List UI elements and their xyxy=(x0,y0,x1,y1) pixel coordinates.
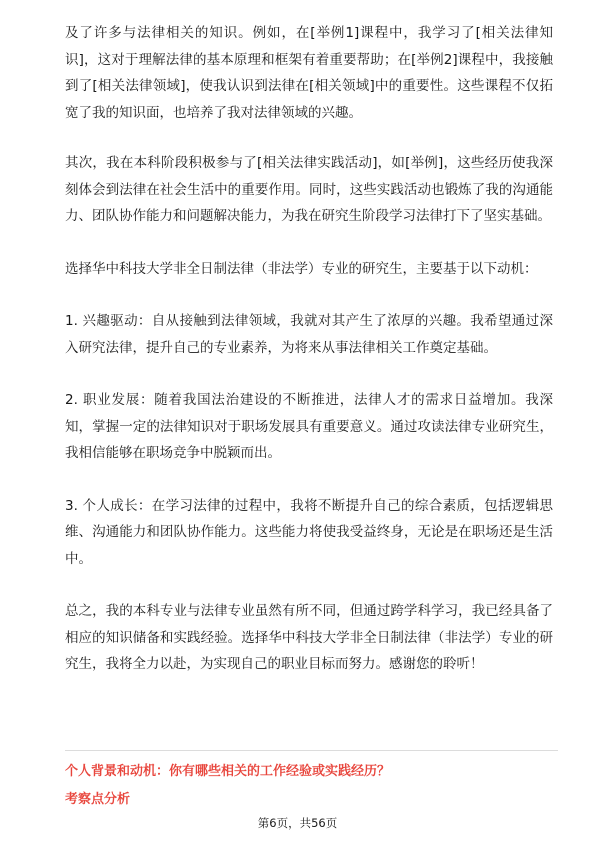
analysis-subheading: 考察点分析 xyxy=(65,792,131,807)
paragraph-motivation-interest: 1. 兴趣驱动：自从接触到法律领域，我就对其产生了浓厚的兴趣。我希望通过深入研究法律，提升自己的专业素养，为将来从事法律相关工作奠定基础。 xyxy=(65,313,553,356)
paragraph-practice-activities: 其次，我在本科阶段积极参与了[相关法律实践活动]，如[举例]，这些经历使我深刻体会到法律在社会生活中的重要作用。同时，这些实践活动也锻炼了我的沟通能力、团队协作能力和问题解决能力，为我在研究生阶段学习法律打下了坚实基础。 xyxy=(65,155,553,224)
paragraph-conclusion: 总之，我的本科专业与法律专业虽然有所不同，但通过跨学科学习，我已经具备了相应的知识储备和实践经验。选择华中科技大学非全日制法律（非法学）专业的研究生，我将全力以赴，为实现自己的职业目标而努力。感谢您的聆听！ xyxy=(65,603,553,672)
page-number-footer: 第6页，共56页 xyxy=(257,816,338,830)
paragraph-motivation-career: 2. 职业发展：随着我国法治建设的不断推进，法律人才的需求日益增加。我深知，掌握一定的法律知识对于职场发展具有重要意义。通过攻读法律专业研究生，我相信能够在职场竞争中脱颖而出。 xyxy=(65,392,553,461)
section-divider xyxy=(65,750,558,751)
paragraph-motivation-intro: 选择华中科技大学非全日制法律（非法学）专业的研究生，主要基于以下动机： xyxy=(65,260,538,277)
paragraph-course-knowledge: 及了许多与法律相关的知识。例如，在[举例1]课程中，我学习了[相关法律知识]，这对于理解法律的基本原理和框架有着重要帮助；在[举例2]课程中，我接触到了[相关法律领域]，使我认识到法律在[相关领域]中的重要性。这些课程不仅拓宽了我的知识面，也培养了我对法律领域的兴趣。 xyxy=(65,25,553,121)
paragraph-motivation-growth: 3. 个人成长：在学习法律的过程中，我将不断提升自己的综合素质，包括逻辑思维、沟通能力和团队协作能力。这些能力将使我受益终身，无论是在职场还是生活中。 xyxy=(65,497,553,567)
document-body xyxy=(65,20,553,704)
question-heading: 个人背景和动机：你有哪些相关的工作经验或实践经历？ xyxy=(65,764,391,779)
